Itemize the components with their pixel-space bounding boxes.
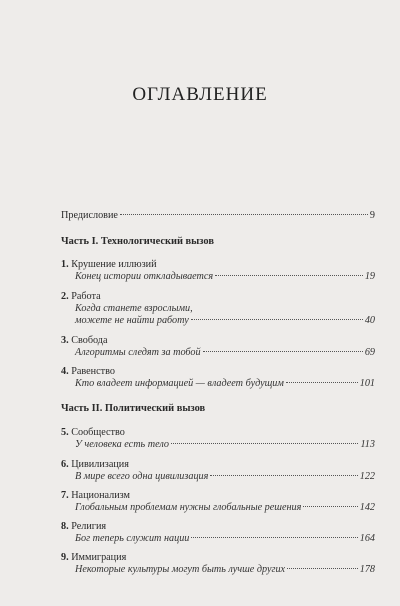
chapter-subtitle	[75, 533, 375, 545]
chapter-page: 142	[359, 502, 375, 513]
chapter-subtitle	[75, 315, 375, 327]
part-heading: Часть II. Политический вызов	[61, 403, 206, 414]
chapter-title	[61, 459, 375, 471]
chapter-number: 6.	[61, 459, 69, 470]
dot-leader	[286, 382, 358, 383]
chapter-name: Сообщество	[71, 427, 125, 438]
chapter-subtitle	[75, 378, 375, 390]
chapter-title	[61, 259, 375, 271]
subtitle-text: У человека есть тело	[75, 439, 170, 450]
chapter-title	[61, 427, 375, 439]
chapter-name: Религия	[71, 521, 107, 532]
subtitle-text: Когда станете взрослыми,	[75, 303, 193, 314]
chapter-title	[61, 521, 375, 533]
chapter-page: 19	[364, 271, 375, 282]
dot-leader	[287, 568, 358, 569]
chapter-number: 8.	[61, 521, 69, 532]
chapter-number: 9.	[61, 552, 69, 563]
chapter-number: 7.	[61, 490, 69, 501]
chapter-page: 40	[364, 315, 375, 326]
chapter-subtitle	[75, 271, 375, 283]
dot-leader	[203, 351, 363, 352]
chapter-page: 178	[359, 564, 375, 575]
page-title: ОГЛАВЛЕНИЕ	[132, 84, 268, 105]
chapter-number: 1.	[61, 259, 69, 270]
chapter-title	[61, 490, 375, 502]
dot-leader	[120, 214, 368, 215]
chapter-page: 113	[360, 439, 375, 450]
chapter-number: 5.	[61, 427, 69, 438]
dot-leader	[191, 319, 363, 320]
preface-page: 9	[369, 210, 375, 221]
chapter-page: 101	[359, 378, 375, 389]
chapter-subtitle	[75, 502, 375, 514]
subtitle-text: Бог теперь служит нации	[75, 533, 190, 544]
chapter-number: 4.	[61, 366, 69, 377]
chapter-page: 122	[359, 471, 375, 482]
chapter-title	[61, 335, 375, 347]
dot-leader	[191, 537, 357, 538]
chapter-name: Свобода	[71, 335, 108, 346]
dot-leader	[171, 443, 358, 444]
chapter-number: 3.	[61, 335, 69, 346]
chapter-page: 69	[364, 347, 375, 358]
chapter-name: Равенство	[71, 366, 115, 377]
subtitle-text: Конец истории откладывается	[75, 271, 214, 282]
preface-label: Предисловие	[61, 210, 118, 221]
chapter-subtitle	[75, 347, 375, 359]
chapter-subtitle	[75, 303, 375, 315]
chapter-name: Крушение иллюзий	[71, 259, 157, 270]
subtitle-text: можете не найти работу	[75, 315, 189, 326]
dot-leader	[303, 506, 357, 507]
subtitle-text: Алгоритмы следят за тобой	[75, 347, 201, 358]
chapter-title	[61, 291, 375, 303]
subtitle-text: Глобальным проблемам нужны глобальные решения	[75, 502, 302, 513]
chapter-title	[61, 366, 375, 378]
subtitle-text: В мире всего одна цивилизация	[75, 471, 209, 482]
chapter-title	[61, 552, 375, 564]
dot-leader	[210, 475, 357, 476]
chapter-subtitle	[75, 471, 375, 483]
toc-entry-preface	[61, 210, 375, 222]
part-heading: Часть I. Технологический вызов	[61, 236, 214, 247]
chapter-subtitle	[75, 564, 375, 576]
subtitle-text: Некоторые культуры могут быть лучше других	[75, 564, 286, 575]
chapter-name: Национализм	[71, 490, 130, 501]
chapter-name: Работа	[71, 291, 101, 302]
dot-leader	[215, 275, 363, 276]
chapter-subtitle	[75, 439, 375, 451]
chapter-number: 2.	[61, 291, 69, 302]
chapter-name: Цивилизация	[71, 459, 129, 470]
subtitle-text: Кто владеет информацией — владеет будущим	[75, 378, 284, 389]
chapter-name: Иммиграция	[71, 552, 127, 563]
chapter-page: 164	[359, 533, 375, 544]
